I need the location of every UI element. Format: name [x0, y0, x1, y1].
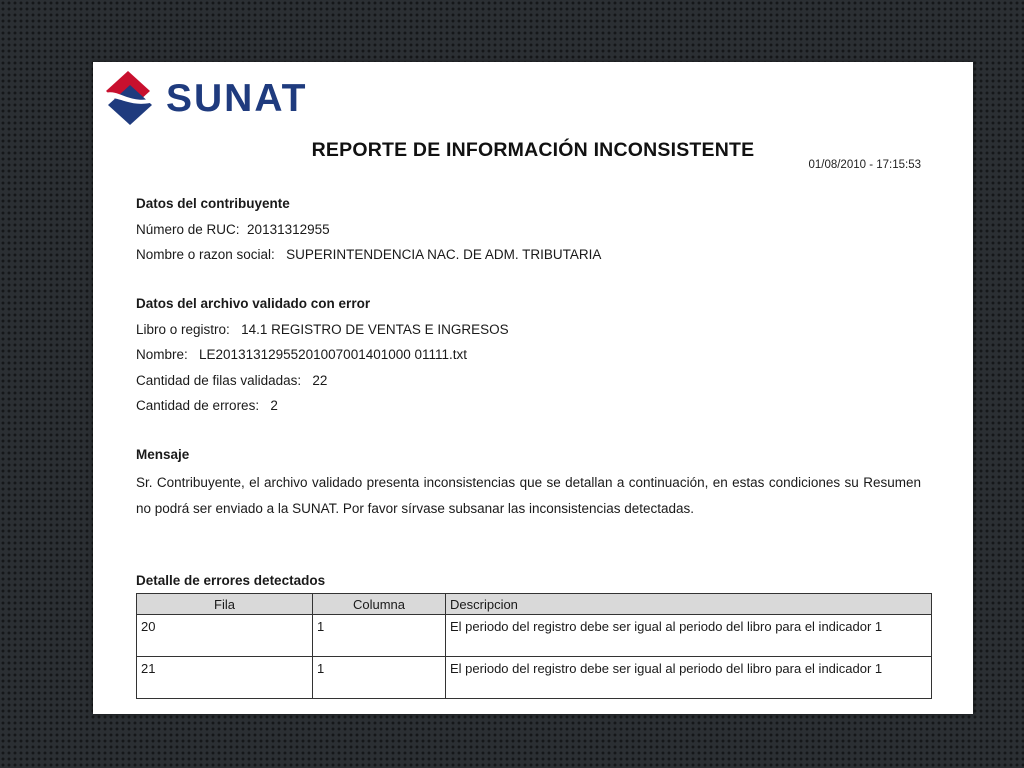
report-document	[93, 62, 973, 714]
cell-columna: 1	[313, 657, 446, 699]
nombre-archivo-value: LE20131312955201007001401000 01111.txt	[199, 347, 468, 362]
cell-fila: 21	[137, 657, 313, 699]
libro-value: 14.1 REGISTRO DE VENTAS E INGRESOS	[241, 322, 509, 337]
column-header-descripcion: Descripcion	[446, 594, 932, 615]
razon-social-value: SUPERINTENDENCIA NAC. DE ADM. TRIBUTARIA	[286, 247, 602, 262]
filas-validadas-value: 22	[312, 373, 328, 388]
razon-social-label: Nombre o razon social:	[136, 247, 275, 262]
table-row	[137, 615, 932, 657]
ruc-line	[136, 222, 330, 237]
report-timestamp: 01/08/2010 - 17:15:53	[808, 159, 921, 171]
contribuyente-heading: Datos del contribuyente	[136, 196, 290, 211]
archivo-heading: Datos del archivo validado con error	[136, 296, 371, 311]
mensaje-text: Sr. Contribuyente, el archivo validado presenta inconsistencias que se detallan a continuación, en estas condiciones su Resumen no podrá ser enviado a la SUNAT. Por favor sírvase subsanar las inconsistencias detectadas.	[136, 475, 921, 516]
libro-label: Libro o registro:	[136, 322, 230, 337]
libro-line	[136, 322, 509, 337]
ruc-value: 20131312955	[247, 222, 330, 237]
mensaje-heading: Mensaje	[136, 447, 190, 462]
nombre-archivo-label: Nombre:	[136, 347, 188, 362]
errors-table	[136, 593, 932, 699]
cell-descripcion: El periodo del registro debe ser igual al periodo del libro para el indicador 1	[446, 615, 932, 657]
cantidad-errores-line	[136, 398, 278, 413]
column-header-fila: Fila	[137, 594, 313, 615]
errors-table-header	[137, 594, 932, 615]
cantidad-errores-label: Cantidad de errores:	[136, 398, 260, 413]
cell-columna: 1	[313, 615, 446, 657]
logo-text: SUNAT	[166, 77, 308, 120]
column-header-columna: Columna	[313, 594, 446, 615]
cell-fila: 20	[137, 615, 313, 657]
errores-heading: Detalle de errores detectados	[136, 573, 326, 588]
sunat-emblem-icon	[102, 69, 158, 129]
report-title: REPORTE DE INFORMACIÓN INCONSISTENTE	[311, 139, 755, 161]
cell-descripcion: El periodo del registro debe ser igual al periodo del libro para el indicador 1	[446, 657, 932, 699]
nombre-archivo-line	[136, 347, 467, 362]
cantidad-errores-value: 2	[270, 398, 278, 413]
filas-validadas-label: Cantidad de filas validadas:	[136, 373, 302, 388]
table-row	[137, 657, 932, 699]
filas-validadas-line	[136, 373, 327, 388]
ruc-label: Número de RUC:	[136, 222, 240, 237]
razon-social-line	[136, 247, 601, 262]
sunat-logo	[102, 69, 342, 129]
